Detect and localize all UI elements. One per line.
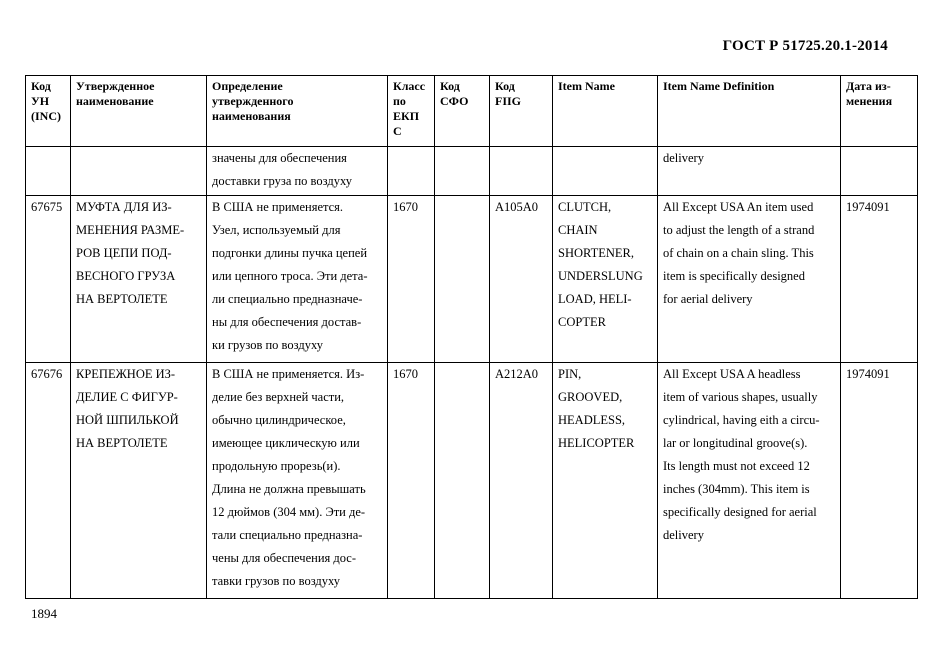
cell-text-line: (INC) bbox=[31, 109, 61, 123]
cell-text-line: В США не применяется. bbox=[212, 200, 344, 214]
cell-text-line: Item Name Definition bbox=[663, 79, 775, 93]
cell-text-line: С bbox=[393, 124, 402, 138]
cell-text-line: lar or longitudinal groove(s). bbox=[663, 436, 808, 450]
header-change-date bbox=[841, 76, 918, 147]
cell-text-line: имеющее циклическую или bbox=[212, 436, 360, 450]
cell-text-line: Класс bbox=[393, 79, 426, 93]
inc-cell: 67676 bbox=[26, 363, 71, 599]
header-item-name bbox=[553, 76, 658, 147]
cell-text-line: to adjust the length of a strand bbox=[663, 223, 815, 237]
document-standard-number: ГОСТ Р 51725.20.1-2014 bbox=[722, 38, 888, 54]
cell-text-line: ны для обеспечения достав- bbox=[212, 315, 362, 329]
cell-text-line: значены для обеспечения bbox=[212, 151, 347, 165]
cell-text-line: delivery bbox=[663, 151, 704, 165]
cont-item-name-cell bbox=[553, 147, 658, 196]
cell-text-line: ки грузов по воздуху bbox=[212, 338, 323, 352]
ekps-class-cell: 1670 bbox=[388, 363, 435, 599]
cell-text-line: НА ВЕРТОЛЕТЕ bbox=[76, 436, 168, 450]
cell-text-line: CLUTCH, bbox=[558, 200, 612, 214]
fiig-cell: A105A0 bbox=[490, 196, 553, 363]
cell-text-line: В США не применяется. Из- bbox=[212, 367, 365, 381]
cell-text-line: чены для обеспечения дос- bbox=[212, 551, 357, 565]
sfo-code-cell bbox=[435, 196, 490, 363]
cont-fiig-cell bbox=[490, 147, 553, 196]
cell-text-line: for aerial delivery bbox=[663, 292, 753, 306]
definition-ru-cell bbox=[207, 363, 388, 599]
cell-text-line: of chain on a chain sling. This bbox=[663, 246, 814, 260]
header-sfo-code bbox=[435, 76, 490, 147]
header-approved-name bbox=[71, 76, 207, 147]
cell-text-line: specifically designed for aerial bbox=[663, 505, 817, 519]
cell-text-line: HEADLESS, bbox=[558, 413, 626, 427]
cell-text-line: по bbox=[393, 94, 406, 108]
definition-ru-cell bbox=[207, 196, 388, 363]
cell-text-line: Код bbox=[440, 79, 460, 93]
cell-text-line: подгонки длины пучка цепей bbox=[212, 246, 368, 260]
cont-date-cell bbox=[841, 147, 918, 196]
fiig-cell: A212A0 bbox=[490, 363, 553, 599]
approved-name-cell bbox=[71, 363, 207, 599]
cont-definition-ru-cell bbox=[207, 147, 388, 196]
cell-text-line: МУФТА ДЛЯ ИЗ- bbox=[76, 200, 172, 214]
cell-text-line: All Except USA A headless bbox=[663, 367, 801, 381]
cell-text-line: inches (304mm). This item is bbox=[663, 482, 810, 496]
item-name-cell bbox=[553, 196, 658, 363]
cell-text-line: НОЙ ШПИЛЬКОЙ bbox=[76, 413, 179, 427]
cell-text-line: Определение bbox=[212, 79, 283, 93]
cell-text-line: Дата из- bbox=[846, 79, 891, 93]
cell-text-line: УН bbox=[31, 94, 50, 108]
cell-text-line: ли специально предназначе- bbox=[212, 292, 363, 306]
cell-text-line: Код bbox=[495, 79, 515, 93]
cell-text-line: тали специально предназна- bbox=[212, 528, 363, 542]
cell-text-line: НА ВЕРТОЛЕТЕ bbox=[76, 292, 168, 306]
cell-text-line: ЕКП bbox=[393, 109, 420, 123]
cell-text-line: МЕНЕНИЯ РАЗМЕ- bbox=[76, 223, 185, 237]
cell-text-line: тавки грузов по воздуху bbox=[212, 574, 341, 588]
cell-text-line: delivery bbox=[663, 528, 704, 542]
cell-text-line: FIIG bbox=[495, 94, 522, 108]
header-fiig-code bbox=[490, 76, 553, 147]
catalog-table bbox=[25, 75, 918, 599]
cell-text-line: UNDERSLUNG bbox=[558, 269, 643, 283]
item-name-cell bbox=[553, 363, 658, 599]
cell-text-line: менения bbox=[846, 94, 893, 108]
change-date-cell: 1974091 bbox=[841, 196, 918, 363]
cell-text-line: LOAD, HELI- bbox=[558, 292, 632, 306]
cell-text-line: GROOVED, bbox=[558, 390, 623, 404]
cell-text-line: делие без верхней части, bbox=[212, 390, 345, 404]
cont-sfo-cell bbox=[435, 147, 490, 196]
cell-text-line: CHAIN bbox=[558, 223, 598, 237]
cell-text-line: HELICOPTER bbox=[558, 436, 635, 450]
page-number: 1894 bbox=[31, 606, 57, 621]
cell-text-line: ДЕЛИЕ С ФИГУР- bbox=[76, 390, 178, 404]
cell-text-line: SHORTENER, bbox=[558, 246, 634, 260]
cell-text-line: Утвержденное bbox=[76, 79, 155, 93]
cont-class-cell bbox=[388, 147, 435, 196]
inc-cell: 67675 bbox=[26, 196, 71, 363]
cell-text-line: 12 дюймов (304 мм). Эти де- bbox=[212, 505, 366, 519]
cell-text-line: РОВ ЦЕПИ ПОД- bbox=[76, 246, 172, 260]
cell-text-line: утвержденного bbox=[212, 94, 294, 108]
cell-text-line: cylindrical, having eith a circu- bbox=[663, 413, 820, 427]
cell-text-line: Длина не должна превышать bbox=[212, 482, 366, 496]
cell-text-line: All Except USA An item used bbox=[663, 200, 814, 214]
cont-inc-cell bbox=[26, 147, 71, 196]
change-date-cell: 1974091 bbox=[841, 363, 918, 599]
cell-text-line: item is specifically designed bbox=[663, 269, 805, 283]
cell-text-line: ВЕСНОГО ГРУЗА bbox=[76, 269, 176, 283]
table-row bbox=[26, 363, 918, 599]
cell-text-line: item of various shapes, usually bbox=[663, 390, 818, 404]
cell-text-line: продольную прорезь(и). bbox=[212, 459, 341, 473]
header-name-definition bbox=[207, 76, 388, 147]
sfo-code-cell bbox=[435, 363, 490, 599]
cell-text-line: PIN, bbox=[558, 367, 582, 381]
cell-text-line: КРЕПЕЖНОЕ ИЗ- bbox=[76, 367, 176, 381]
cell-text-line: наименования bbox=[212, 109, 291, 123]
ekps-class-cell: 1670 bbox=[388, 196, 435, 363]
cell-text-line: обычно цилиндрическое, bbox=[212, 413, 346, 427]
header-item-name-definition bbox=[658, 76, 841, 147]
item-definition-cell bbox=[658, 196, 841, 363]
cont-name-cell bbox=[71, 147, 207, 196]
header-inc-code bbox=[26, 76, 71, 147]
approved-name-cell bbox=[71, 196, 207, 363]
cell-text-line: доставки груза по воздуху bbox=[212, 174, 352, 188]
header-ekps-class bbox=[388, 76, 435, 147]
cell-text-line: СФО bbox=[440, 94, 469, 108]
cell-text-line: Its length must not exceed 12 bbox=[663, 459, 810, 473]
cell-text-line: Узел, используемый для bbox=[212, 223, 341, 237]
cell-text-line: наименование bbox=[76, 94, 154, 108]
cell-text-line: Код bbox=[31, 79, 51, 93]
cell-text-line: или цепного троса. Эти дета- bbox=[212, 269, 368, 283]
cell-text-line: Item Name bbox=[558, 79, 615, 93]
table-row bbox=[26, 196, 918, 363]
table-header-row bbox=[26, 76, 918, 147]
item-definition-cell bbox=[658, 363, 841, 599]
continuation-row bbox=[26, 147, 918, 196]
cont-definition-en-cell bbox=[658, 147, 841, 196]
cell-text-line: COPTER bbox=[558, 315, 606, 329]
